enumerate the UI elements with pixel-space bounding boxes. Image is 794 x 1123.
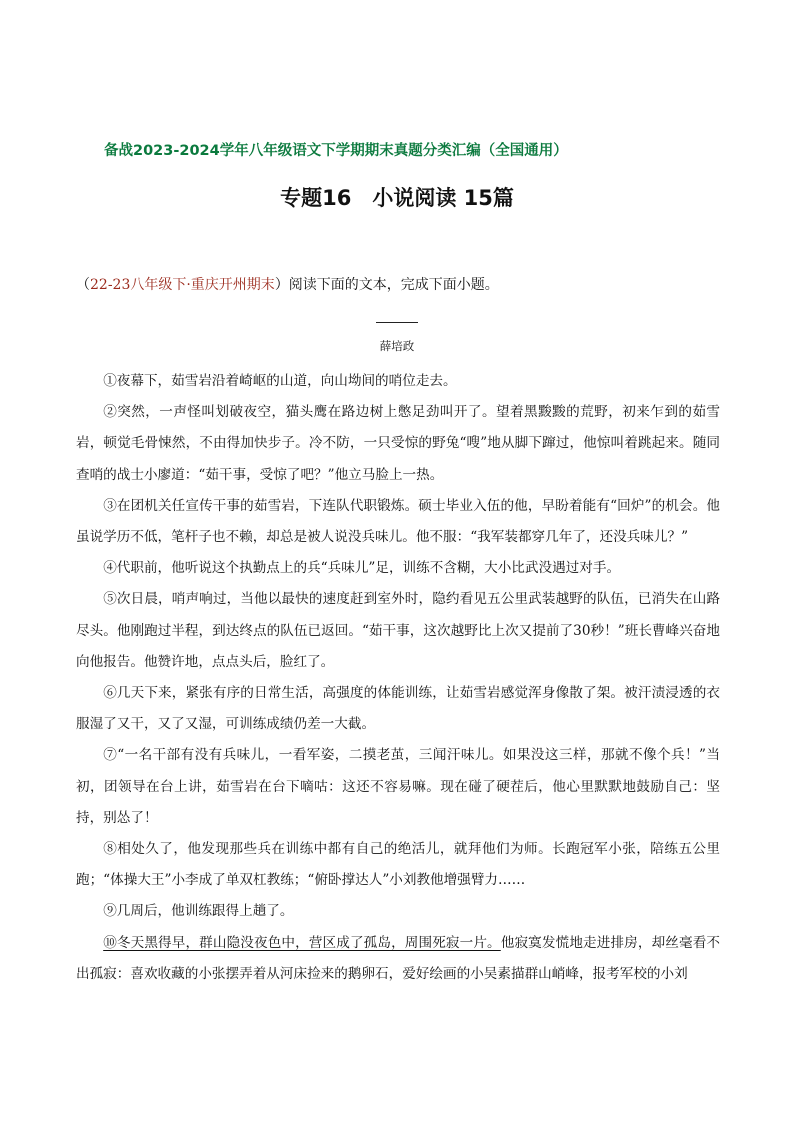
paragraph-9: ⑨几周后，他训练跟得上趟了。 xyxy=(103,903,294,920)
intro-instruction: ）阅读下面的文本，完成下面小题。 xyxy=(274,277,499,293)
series-title: 备战2023-2024学年八年级语文下学期期末真题分类汇编（全国通用） xyxy=(104,143,568,159)
paragraph-1: ①夜幕下，茹雪岩沿着崎岖的山道，向山坳间的哨位走去。 xyxy=(103,373,457,389)
paragraph-2: ②突然，一声怪叫划破夜空，猫头鹰在路边树上憋足劲叫开了。望着黑黢黢的荒野，初来乍到的茹雪岩，顿觉毛骨悚然，不由得加快步子。冷不防，一只受惊的野兔“嗖”地从脚下蹿过，他惊叫着跳起来。随同查哨的战士小廖道：“茹干事，受惊了吧？”他立马脸上一热。 xyxy=(76,404,720,483)
paragraph-3: ③在团机关任宣传干事的茹雪岩，下连队代职锻炼。硕士毕业入伍的他，早盼着能有“回炉”的机会。他虽说学历不低，笔杆子也不赖，却总是被人说没兵味儿。他不服：“我军装都穿几年了，还没兵味儿？” xyxy=(76,497,720,546)
paragraph-7: ⑦“一名干部有没有兵味儿，一看军姿，二摸老茧，三闻汗味儿。如果没这三样，那就不像个兵！”当初，团领导在台上讲，茹雪岩在台下嘀咕：这还不容易嘛。现在碰了硬茬后，他心里默默地鼓励自己：坚持，别怂了！ xyxy=(76,747,720,826)
exam-source: 22-23八年级下·重庆开州期末 xyxy=(90,277,275,293)
paragraph-10-rest: 他寂寞发慌地走进排房，却丝毫看不出孤寂：喜欢收藏的小张摆弄着从河床捡来的鹅卵石，爱好绘画的小吴素描群山峭峰，报考军校的小刘 xyxy=(76,934,721,982)
page-title: 专题16 小说阅读 15篇 xyxy=(280,186,514,210)
paragraph-5: ⑤次日晨，哨声响过，当他以最快的速度赶到室外时，隐约看见五公里武装越野的队伍，已消失在山路尽头。他刚跑过半程，到达终点的队伍已返回。“茹干事，这次越野比上次又提前了30秒！”班长曹峰兴奋地向他报告。他赞许地，点点头后，脸红了。 xyxy=(76,591,720,670)
paragraph-4: ④代职前，他听说这个执勤点上的兵“兵味儿”足，训练不含糊，大小比武没遇过对手。 xyxy=(103,560,621,577)
article-body xyxy=(76,366,720,990)
paragraph-6: ⑥几天下来，紧张有序的日常生活，高强度的体能训练，让茹雪岩感觉浑身像散了架。被汗渍浸透的衣服湿了又干，又了又湿，可训练成绩仍差一大截。 xyxy=(76,685,720,733)
article-title-blank xyxy=(376,322,418,323)
intro-open-paren: （ xyxy=(76,277,90,293)
paragraph-8: ⑧相处久了，他发现那些兵在训练中都有自己的绝活儿，就拜他们为师。长跑冠军小张，陪练五公里跑；“体操大王”小李成了单双杠教练；“俯卧撑达人”小刘教他增强臂力…… xyxy=(76,841,720,889)
question-intro xyxy=(76,274,499,294)
paragraph-10 xyxy=(76,928,720,990)
article-author: 薛培政 xyxy=(379,339,415,353)
underlined-sentence: ⑩冬天黑得早，群山隐没夜色中，营区成了孤岛，周围死寂一片。 xyxy=(103,934,501,951)
